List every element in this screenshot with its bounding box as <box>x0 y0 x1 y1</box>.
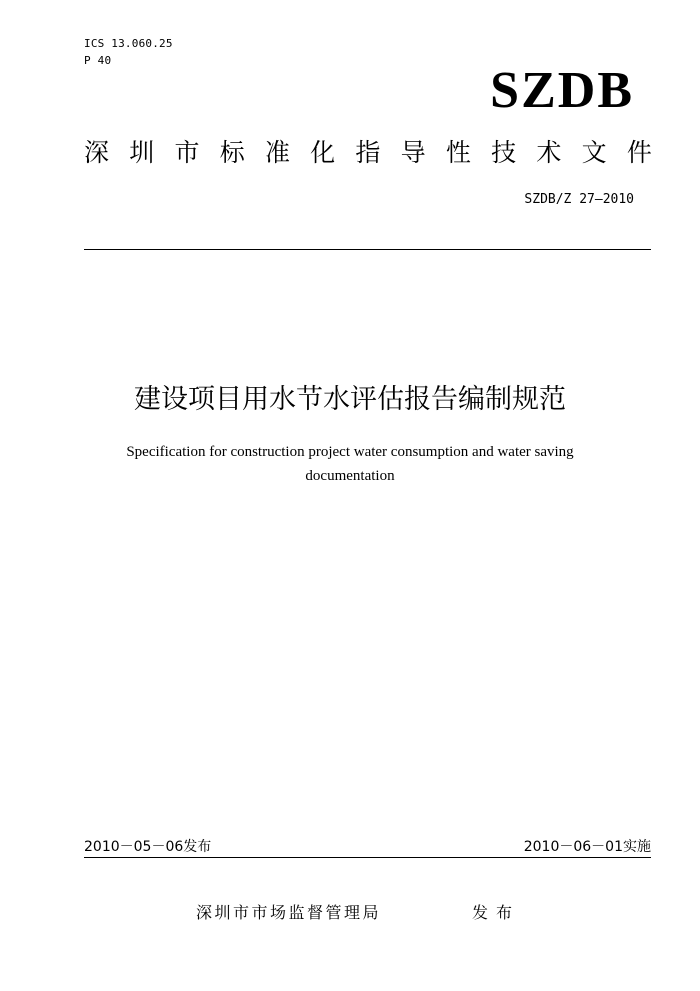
document-type-char: 导 <box>400 138 426 167</box>
ics-code: ICS 13.060.25 <box>84 37 173 50</box>
title-english: Specification for construction project water consumption and water saving documentation <box>126 444 574 484</box>
document-type-char: 深 <box>84 138 110 167</box>
document-type-char: 性 <box>445 138 471 167</box>
document-type-char: 化 <box>310 138 336 167</box>
issuing-authority: 深圳市市场监督管理局 <box>196 903 382 922</box>
document-type-heading <box>84 136 652 170</box>
document-type-char: 标 <box>219 138 245 167</box>
document-number: SZDB/Z 27—2010 <box>524 192 634 207</box>
publish-date: 2010－05－06发布 <box>84 839 212 855</box>
title-chinese: 建设项目用水节水评估报告编制规范 <box>134 384 566 415</box>
document-type-char: 市 <box>174 138 200 167</box>
document-type-char: 圳 <box>129 138 155 167</box>
brand-logo-text: SZDB <box>490 62 634 119</box>
classification-code: P 40 <box>84 54 112 67</box>
effective-date: 2010－06－01实施 <box>523 839 651 855</box>
header-divider <box>84 249 651 250</box>
document-type-char: 件 <box>626 138 652 167</box>
document-type-char: 准 <box>264 138 290 167</box>
document-type-char: 文 <box>581 138 607 167</box>
document-type-char: 指 <box>355 138 381 167</box>
footer-divider <box>84 857 651 858</box>
issue-label: 发布 <box>472 903 521 922</box>
document-type-char: 术 <box>536 138 562 167</box>
document-type-char: 技 <box>491 138 517 167</box>
